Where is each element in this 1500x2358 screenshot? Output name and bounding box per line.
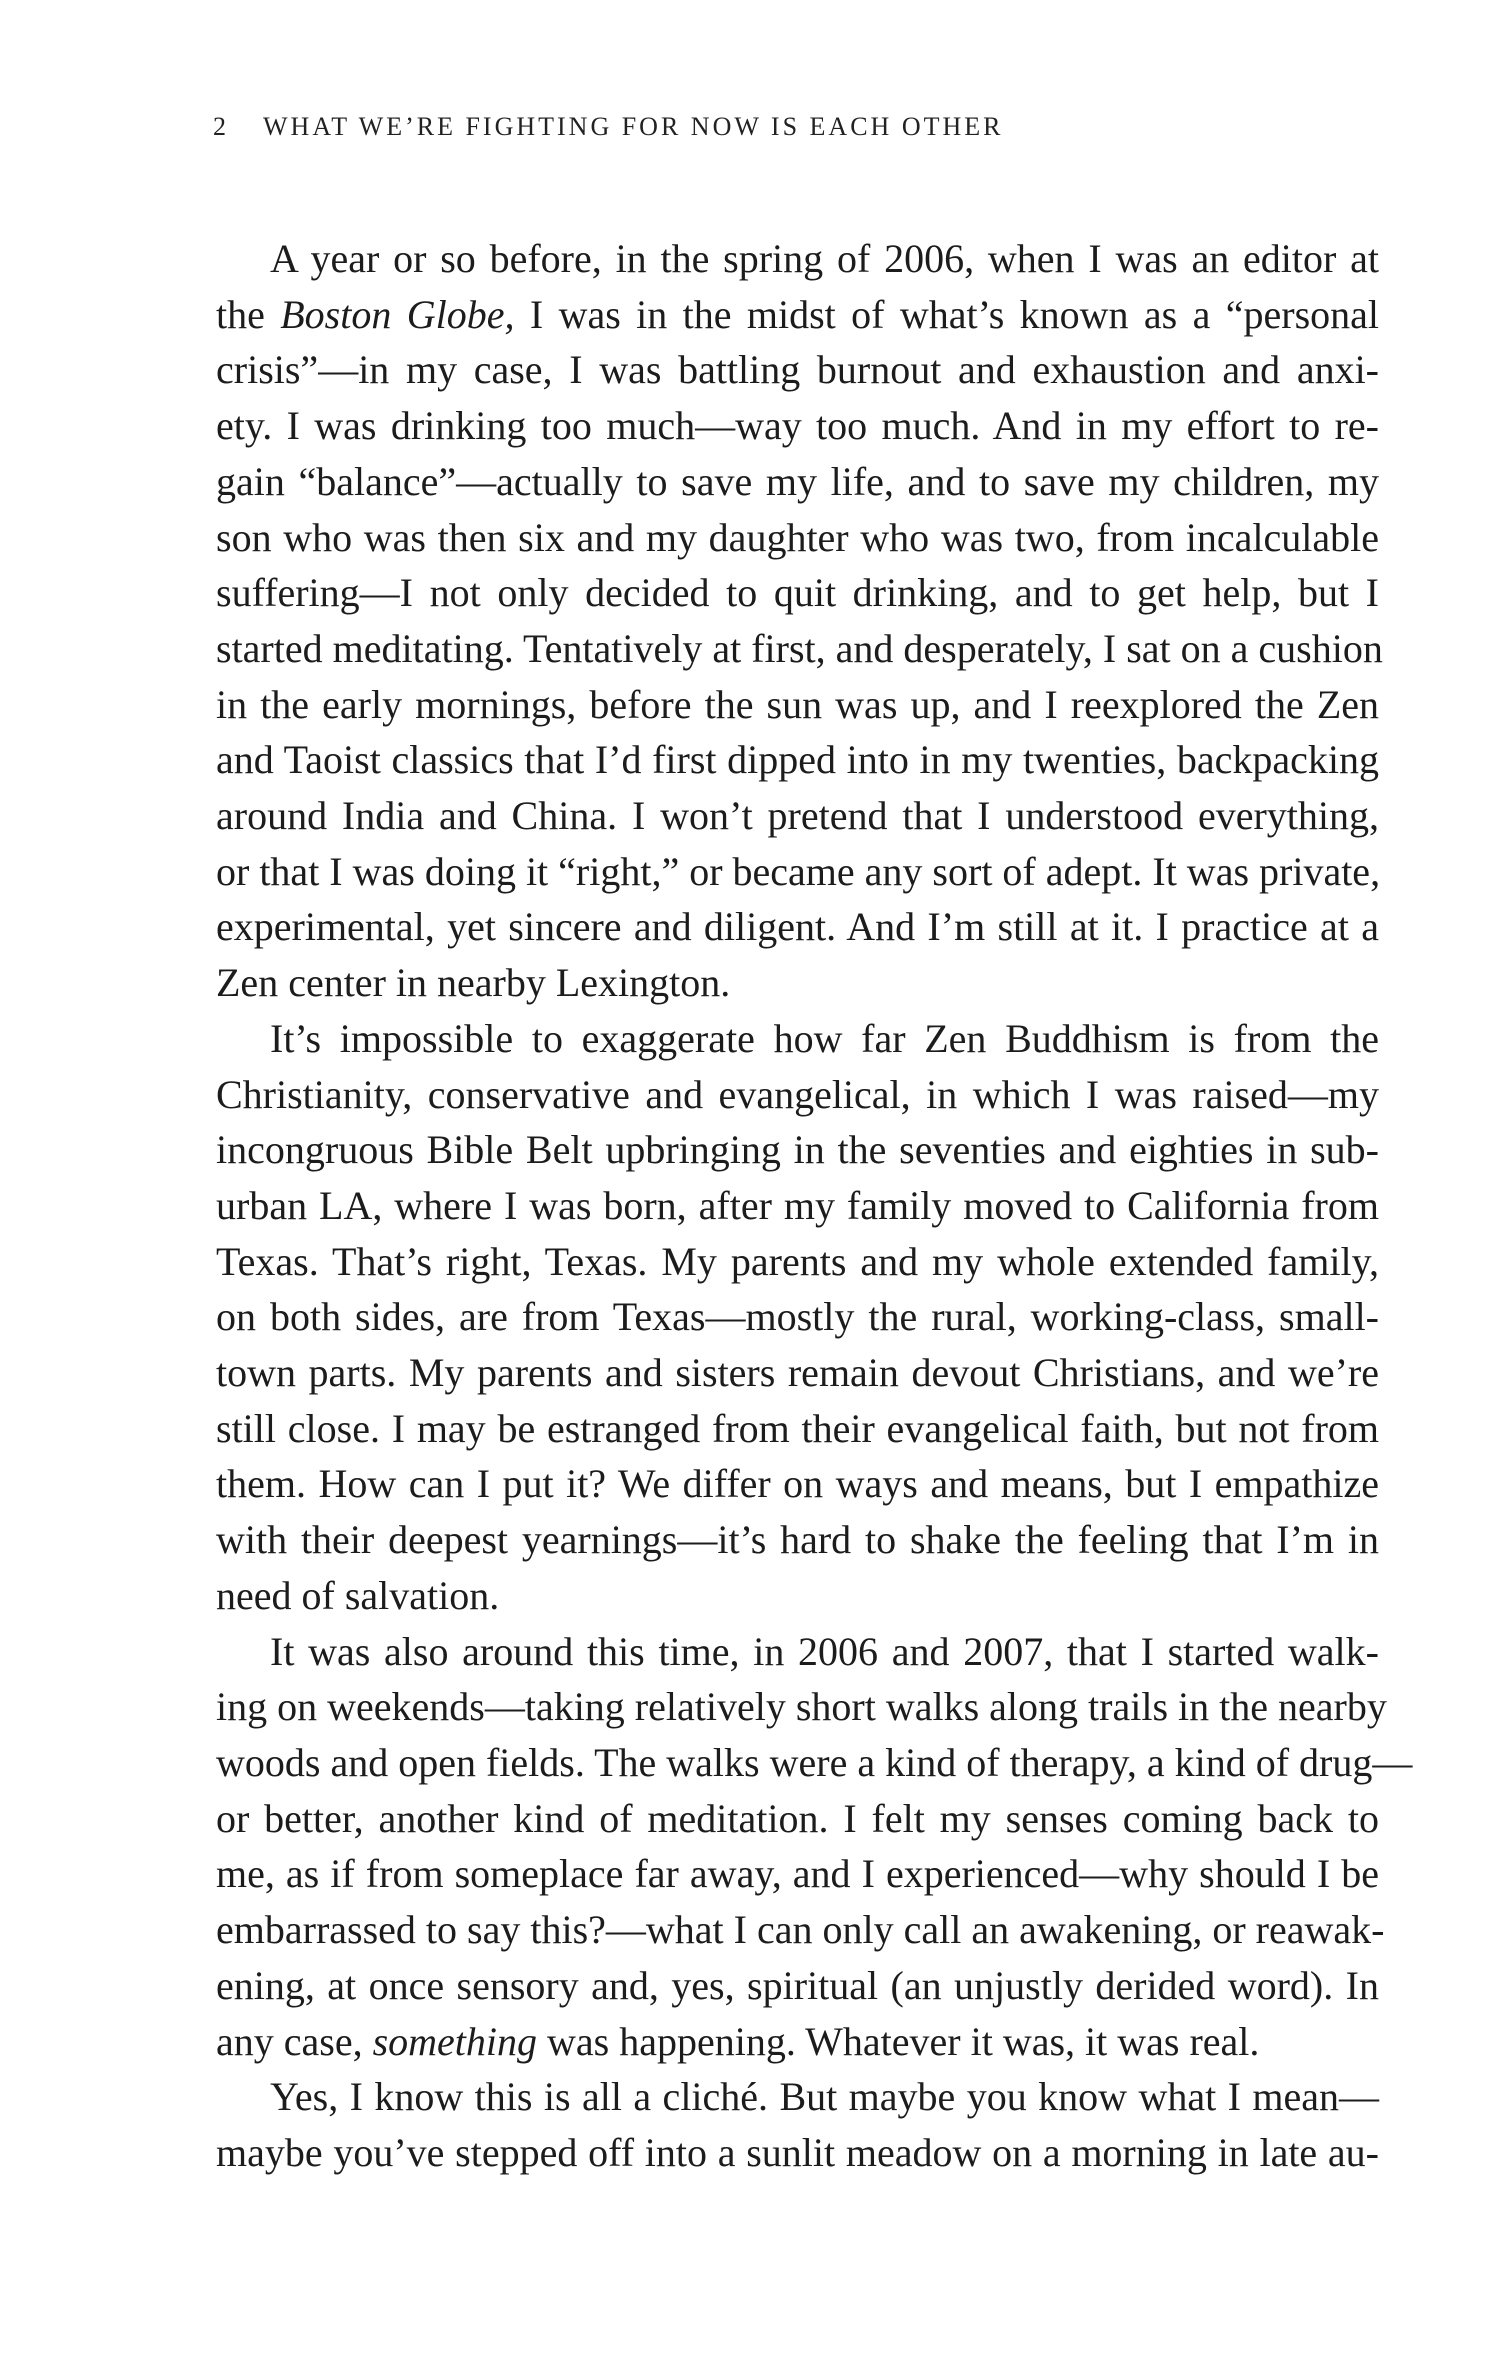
page-number: 2	[213, 112, 226, 141]
italic-title: Boston Globe,	[280, 291, 515, 337]
running-head	[213, 112, 1393, 142]
text-line: A year or so before, in the spring of 2006, when I was an editor at	[270, 236, 1379, 281]
text-line: Zen center in nearby Lexington.	[216, 960, 731, 1006]
text-line: in the early mornings, before the sun was up, and I reexplored the Zen	[216, 681, 1379, 727]
text-line: Yes, I know this is all a cliché. But maybe you know what I mean—	[270, 2074, 1379, 2120]
text-line: them. How can I put it? We differ on ways and means, but I empathize	[216, 1461, 1379, 1507]
text-line: me, as if from someplace far away, and I experienced—why should I be	[216, 1851, 1379, 1897]
text-line: maybe you’ve stepped off into a sunlit meadow on a morning in late au-	[216, 2129, 1379, 2175]
running-title: WHAT WE’RE FIGHTING FOR NOW IS EACH OTHER	[263, 112, 1004, 141]
text-fragment: any case,	[216, 2018, 363, 2064]
text-line: started meditating. Tentatively at first, and desperately, I sat on a cushion	[216, 625, 1383, 671]
text-line: on both sides, are from Texas—mostly the rural, working-class, small-	[216, 1294, 1379, 1340]
text-line: around India and China. I won’t pretend that I understood everything,	[216, 793, 1379, 839]
body-text	[216, 231, 1413, 2181]
text-line: urban LA, where I was born, after my family moved to California from	[216, 1182, 1379, 1228]
text-line: crisis”—in my case, I was battling burnout and exhaustion and anxi-	[216, 347, 1379, 393]
text-line: ety. I was drinking too much—way too much. And in my effort to re-	[216, 403, 1379, 449]
text-line: suffering—I not only decided to quit drinking, and to get help, but I	[216, 570, 1379, 616]
text-line: need of salvation.	[216, 1572, 500, 1618]
text-line: still close. I may be estranged from their evangelical faith, but not from	[216, 1405, 1379, 1451]
text-line: It was also around this time, in 2006 and 2007, that I started walk-	[270, 1628, 1379, 1674]
text-line	[216, 287, 1379, 343]
text-line	[216, 2014, 1379, 2070]
text-line: son who was then six and my daughter who was two, from incalculable	[216, 514, 1379, 560]
text-line: or better, another kind of meditation. I felt my senses coming back to	[216, 1795, 1379, 1841]
text-line: ing on weekends—taking relatively short walks along trails in the nearby	[216, 1684, 1387, 1730]
text-line: embarrassed to say this?—what I can only call an awakening, or reawak-	[216, 1907, 1385, 1953]
italic-word: something	[372, 2018, 538, 2064]
text-fragment: the	[216, 291, 265, 337]
text-line: ening, at once sensory and, yes, spiritual (an unjustly derided word). In	[216, 1962, 1379, 2008]
text-line: Christianity, conservative and evangelical, in which I was raised—my	[216, 1071, 1379, 1117]
text-line: experimental, yet sincere and diligent. And I’m still at it. I practice at a	[216, 904, 1379, 950]
paragraph-3	[216, 1624, 1413, 2070]
text-line: gain “balance”—actually to save my life, and to save my children, my	[216, 458, 1379, 504]
text-fragment: I was in the midst of what’s known as a “personal	[529, 291, 1380, 337]
paragraph-1	[216, 231, 1383, 1011]
text-line: town parts. My parents and sisters remain devout Christians, and we’re	[216, 1350, 1379, 1396]
text-line: It’s impossible to exaggerate how far Zen Buddhism is from the	[270, 1015, 1379, 1061]
text-line: with their deepest yearnings—it’s hard to shake the feeling that I’m in	[216, 1517, 1379, 1563]
text-line: Texas. That’s right, Texas. My parents and my whole extended family,	[216, 1238, 1379, 1284]
text-line: woods and open fields. The walks were a kind of therapy, a kind of drug—	[216, 1739, 1413, 1785]
text-line: incongruous Bible Belt upbringing in the seventies and eighties in sub-	[216, 1127, 1379, 1173]
paragraph-4	[216, 2069, 1379, 2180]
text-line: or that I was doing it “right,” or became any sort of adept. It was private,	[216, 848, 1381, 894]
text-fragment: was happening. Whatever it was, it was real.	[547, 2018, 1260, 2064]
paragraph-2	[216, 1011, 1379, 1624]
text-line: and Taoist classics that I’d first dipped into in my twenties, backpacking	[216, 737, 1379, 783]
